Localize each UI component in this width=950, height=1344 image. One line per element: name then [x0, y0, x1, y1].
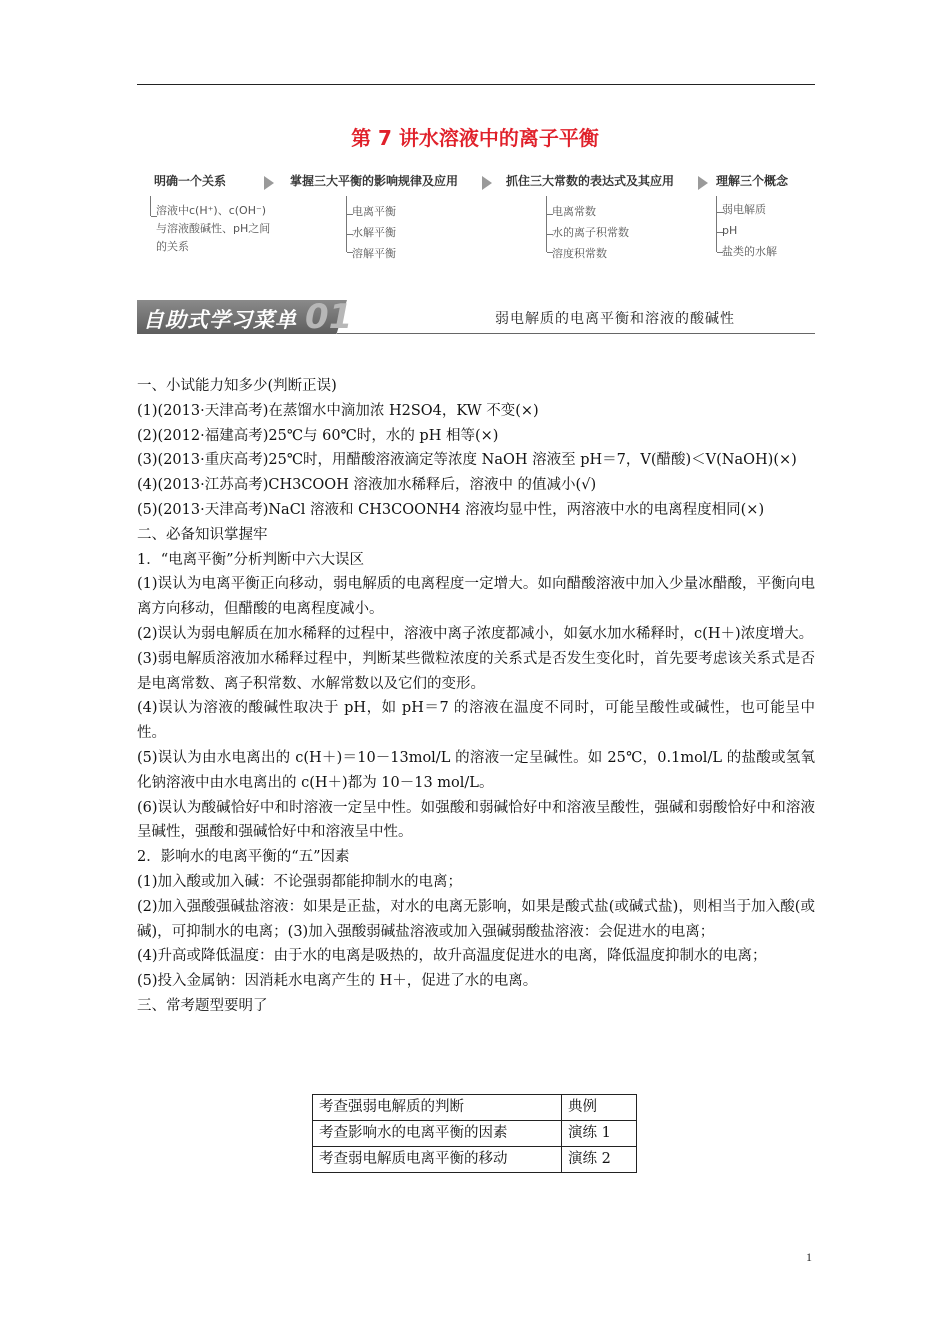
paragraph: (4)升高或降低温度：由于水的电离是吸热的，故升高温度促进水的电离，降低温度抑制水的电离； [137, 948, 767, 965]
stage-1-item: 与溶液酸碱性、pH之间 [156, 222, 271, 235]
quiz-item: (3)(2013·重庆高考)25℃时，用醋酸溶液滴定等浓度 NaOH 溶液至 pH＝7，V(醋酸)＜V(NaOH)(×) [137, 452, 797, 469]
header-rule [137, 84, 815, 85]
paragraph: (5)误认为由水电离出的 c(H＋)＝10－13mol/L 的溶液一定呈碱性。如 25℃，0.1mol/L 的盐酸或氢氧化钠溶液中由水电离出的 c(H＋)都为 10－13 mol/L。 [137, 749, 815, 791]
quiz-item: (4)(2013·江苏高考)CH3COOH 溶液加水稀释后，溶液中 的值减小(√) [137, 477, 597, 494]
section-heading: 三、常考题型要明了 [137, 997, 268, 1014]
table-row [313, 1121, 637, 1147]
paragraph: (4)误认为溶液的酸碱性取决于 pH，如 pH＝7 的溶液在温度不同时，可能呈酸性或碱性，也可能呈中性。 [137, 700, 815, 742]
banner-rule [337, 333, 815, 334]
paragraph: (2)误认为弱电解质在加水稀释的过程中，溶液中离子浓度都减小，如氨水加水稀释时，c(H＋)浓度增大。 [137, 625, 814, 642]
bracket [546, 196, 547, 252]
arrow-icon [482, 176, 492, 190]
paragraph: (6)误认为酸碱恰好中和时溶液一定呈中性。如强酸和弱碱恰好中和溶液呈酸性，强碱和弱酸恰好中和溶液呈碱性，强酸和强碱恰好中和溶液呈中性。 [137, 799, 815, 841]
page-number: 1 [806, 1250, 812, 1264]
stage-4-item: 弱电解质 [722, 203, 766, 216]
stage-1-label: 明确一个关系 [154, 174, 227, 188]
paragraph: (2)加入强酸强碱盐溶液：如果是正盐，对水的电离无影响，如果是酸式盐(或碱式盐)，则相当于加入酸(或碱)，可抑制水的电离；(3)加入强酸弱碱盐溶液或加入强碱弱酸盐溶液：会促进水的电离； [137, 898, 815, 940]
paragraph: (1)加入酸或加入碱：不论强弱都能抑制水的电离； [137, 873, 463, 890]
table-cell: 考查强弱电解质的判断 [313, 1095, 562, 1121]
bracket [346, 196, 347, 252]
stage-1-item: 的关系 [156, 240, 189, 253]
section-banner [137, 297, 815, 337]
stage-3-item: 水的离子积常数 [552, 226, 629, 239]
paragraph: (3)弱电解质溶液加水稀释过程中，判断某些微粒浓度的关系式是否发生变化时，首先要考虑该关系式是否是电离常数、离子积常数、水解常数以及它们的变形。 [137, 650, 815, 692]
stage-2-item: 电离平衡 [352, 205, 396, 218]
quiz-item: (1)(2013·天津高考)在蒸馏水中滴加浓 H2SO4，KW 不变(×) [137, 402, 539, 419]
table-cell: 演练 2 [562, 1147, 637, 1173]
stage-2-label: 掌握三大平衡的影响规律及应用 [290, 174, 459, 188]
paragraph: (1)误认为电离平衡正向移动，弱电解质的电离程度一定增大。如向醋酸溶液中加入少量冰醋酸，平衡向电离方向移动，但醋酸的电离程度减小。 [137, 576, 815, 618]
arrow-icon [698, 176, 708, 190]
stage-3-item: 电离常数 [552, 205, 596, 218]
stage-4-label: 理解三个概念 [716, 174, 789, 188]
table-row [313, 1095, 637, 1121]
banner-topic: 弱电解质的电离平衡和溶液的酸碱性 [495, 311, 735, 327]
stage-2-item: 溶解平衡 [352, 247, 396, 260]
stage-4-item: pH [722, 224, 738, 237]
page-title: 第 7 讲水溶液中的离子平衡 [351, 126, 599, 150]
paragraph: (5)投入金属钠：因消耗水电离产生的 H＋，促进了水的电离。 [137, 973, 538, 990]
question-type-table [312, 1094, 637, 1173]
concept-flow-diagram [150, 172, 810, 267]
arrow-icon [264, 176, 274, 190]
subsection-heading: 1．“电离平衡”分析判断中六大误区 [137, 551, 365, 568]
section-heading: 二、必备知识掌握牢 [137, 526, 268, 543]
table-cell: 演练 1 [562, 1121, 637, 1147]
section-heading: 一、小试能力知多少(判断正误) [137, 378, 337, 394]
banner-label: 自助式学习菜单 [143, 308, 297, 332]
table-cell: 考查弱电解质电离平衡的移动 [313, 1147, 562, 1173]
stage-4-item: 盐类的水解 [722, 245, 777, 258]
table-cell: 典例 [562, 1095, 637, 1121]
quiz-item: (5)(2013·天津高考)NaCl 溶液和 CH3COONH4 溶液均显中性，两溶液中水的电离程度相同(×) [137, 501, 765, 518]
bracket [716, 196, 717, 252]
quiz-item: (2)(2012·福建高考)25℃与 60℃时，水的 pH 相等(×) [137, 427, 499, 444]
table-row [313, 1147, 637, 1173]
bracket [150, 196, 151, 216]
stage-1-item: 溶液中c(H⁺)、c(OH⁻) [156, 204, 267, 217]
table-cell: 考查影响水的电离平衡的因素 [313, 1121, 562, 1147]
stage-2-item: 水解平衡 [352, 226, 396, 239]
stage-3-label: 抓住三大常数的表达式及其应用 [506, 174, 675, 188]
document-body [137, 374, 815, 1019]
stage-3-item: 溶度积常数 [552, 247, 607, 260]
banner-number: 01 [305, 297, 353, 337]
subsection-heading: 2．影响水的电离平衡的“五”因素 [137, 849, 350, 866]
